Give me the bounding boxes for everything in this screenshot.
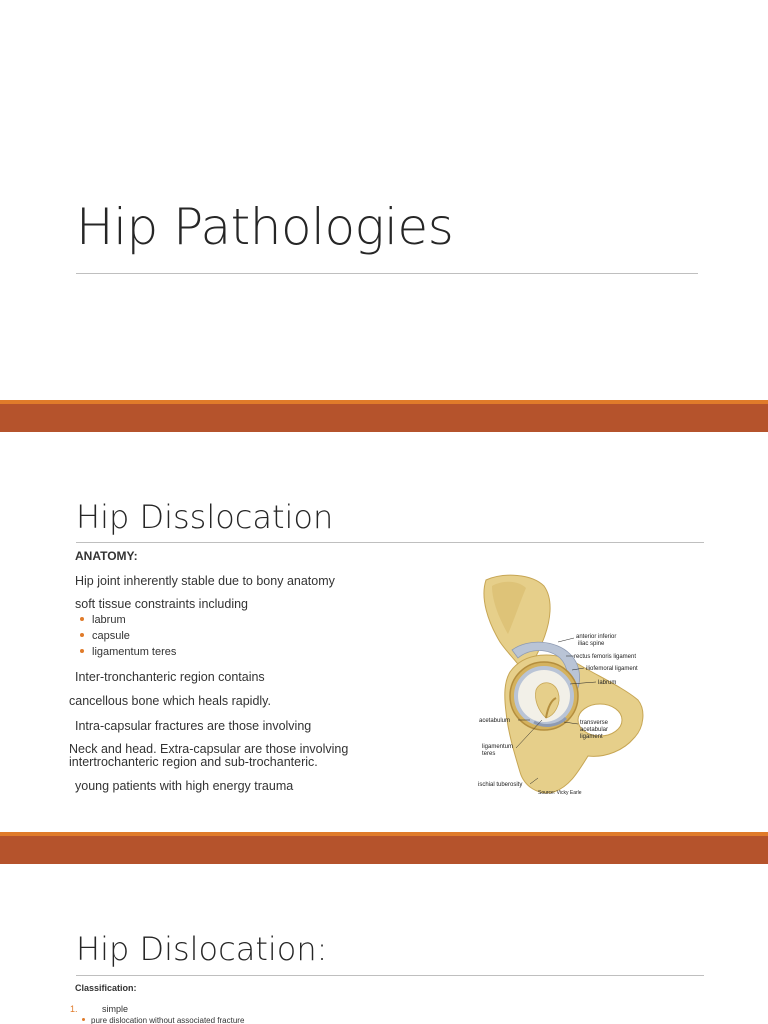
bullet-item [82,1016,244,1024]
classification-heading: Classification: [75,983,137,993]
title-slide-heading: Hip Pathologies [76,198,454,256]
bullet-text: labrum [92,614,126,626]
bullet-icon [80,633,84,637]
bullet-text: ligamentum teres [92,646,177,658]
label-transverse: transverse [580,720,609,726]
label-teres: teres [482,751,496,757]
bullet-item [80,646,176,658]
body-line: cancellous bone which heals rapidly. [69,694,271,708]
body-line: Inter-tronchanteric region contains [75,670,265,684]
anatomy-heading: ANATOMY: [75,549,138,563]
bullet-item [80,630,130,642]
body-line: soft tissue constraints including [75,597,249,611]
bullet-item [80,614,126,626]
label-teres: ligamentum [482,744,514,750]
body-line: intertrochanteric region and sub-trochanteric. [69,755,318,769]
separator-accent-line [0,400,768,404]
hip-dislocation-anatomy-slide [0,432,768,832]
body-line: Neck and head. Extra-capsular are those involving [69,742,349,756]
list-number: 1. [70,1004,78,1014]
label-aiis: iliac spine [578,641,605,647]
bullet-text: capsule [92,630,130,642]
label-labrum: labrum [598,680,617,686]
bullet-icon [82,1018,85,1021]
bullet-text: pure dislocation without associated fracture [91,1016,245,1024]
title-divider [76,273,698,274]
label-acetabulum: acetabulum [479,718,511,724]
separator-accent-line [0,832,768,836]
figure-source: Source: Vicky Earle [538,790,582,796]
label-rectus: rectus femoris ligament [574,654,637,660]
list-item-text: simple [102,1004,129,1014]
slide-title-divider [76,975,704,976]
title-slide [0,0,768,400]
slide-title-divider [76,542,704,543]
bullet-icon [80,649,84,653]
label-iliofemoral: iliofemoral ligament [586,666,638,672]
hip-dislocation-classification-slide [0,864,768,1024]
body-line: Intra-capsular fractures are those involving [75,719,312,733]
slide-separator-band [0,400,768,432]
slide-title: Hip Disslocation [76,498,334,536]
bullet-icon [80,617,84,621]
label-aiis: anterior inferior [576,634,617,640]
hip-joint-illustration [474,572,652,800]
slide-separator-band [0,832,768,864]
slide-title: Hip Dislocation: [76,930,328,968]
label-transverse: ligament [580,734,603,740]
body-line: young patients with high energy trauma [75,779,294,793]
body-line: Hip joint inherently stable due to bony anatomy [75,574,335,588]
label-ischial: ischial tuberosity [478,782,523,788]
label-transverse: acetabular [580,727,609,733]
